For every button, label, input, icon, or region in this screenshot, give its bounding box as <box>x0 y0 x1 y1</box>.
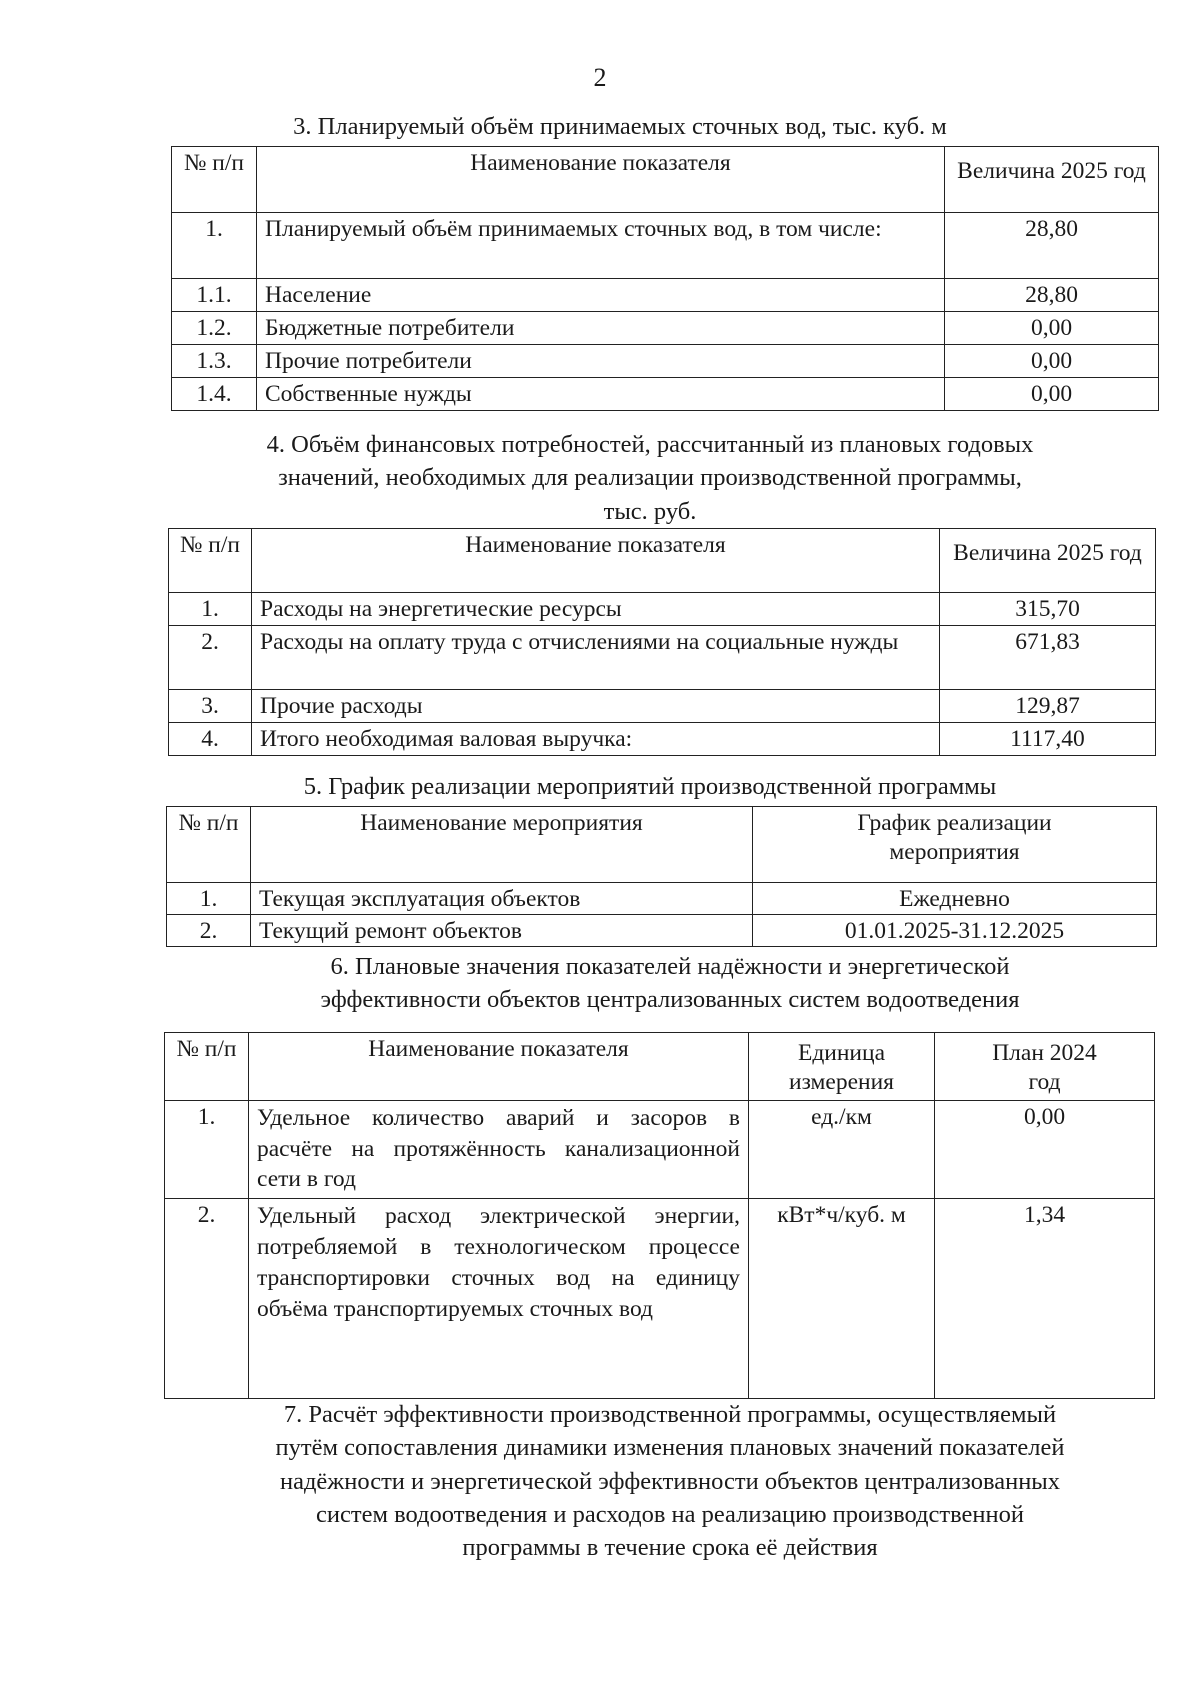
section-6-title-line: 6. Плановые значения показателей надёжности и энергетической <box>330 953 1010 980</box>
table-row <box>167 915 1157 947</box>
row-name: Прочие расходы <box>252 690 940 723</box>
page-number: 2 <box>593 63 607 92</box>
row-name: Текущий ремонт объектов <box>251 915 753 947</box>
wastewater-volume-table <box>171 146 1159 411</box>
header-value: Величина 2025 год <box>940 529 1156 593</box>
row-num: 1.2. <box>172 312 257 345</box>
row-num: 2. <box>169 626 252 690</box>
section-4-title <box>200 428 1100 528</box>
row-schedule: Ежедневно <box>753 883 1157 915</box>
header-num: № п/п <box>172 147 257 213</box>
row-value: 129,87 <box>940 690 1156 723</box>
table-row <box>165 1101 1155 1199</box>
row-num: 1.1. <box>172 279 257 312</box>
table-row <box>169 723 1156 756</box>
financial-needs-table <box>168 528 1156 756</box>
row-name: Расходы на оплату труда с отчислениями на социальные нужды <box>252 626 940 690</box>
header-name: Наименование мероприятия <box>251 807 753 883</box>
row-value: 315,70 <box>940 593 1156 626</box>
table-row <box>172 279 1159 312</box>
table-header-row <box>172 147 1159 213</box>
row-value: 0,00 <box>945 345 1159 378</box>
row-num: 1. <box>169 593 252 626</box>
header-value: Величина 2025 год <box>945 147 1159 213</box>
row-value: 28,80 <box>945 213 1159 279</box>
section-7-title-line: систем водоотведения и расходов на реализацию производственной <box>316 1500 1024 1528</box>
row-num: 1. <box>172 213 257 279</box>
reliability-indicators-table <box>164 1032 1155 1399</box>
row-value: 0,00 <box>945 312 1159 345</box>
table-header-row <box>169 529 1156 593</box>
section-6-title-line: эффективности объектов централизованных систем водоотведения <box>320 986 1020 1014</box>
table-row <box>172 312 1159 345</box>
row-value: 0,00 <box>945 378 1159 411</box>
section-4-title-line: 4. Объём финансовых потребностей, рассчитанный из плановых годовых <box>266 431 1034 458</box>
section-6-title <box>230 950 1110 1017</box>
row-name: Население <box>257 279 945 312</box>
row-num: 2. <box>165 1199 249 1399</box>
row-num: 4. <box>169 723 252 756</box>
section-4-title-line: тыс. руб. <box>603 497 697 525</box>
section-4-title-line: значений, необходимых для реализации производственной программы, <box>278 464 1022 492</box>
section-5-title <box>180 770 1120 803</box>
table-row <box>169 690 1156 723</box>
row-name: Собственные нужды <box>257 378 945 411</box>
activities-schedule-table <box>166 806 1157 947</box>
table-header-row <box>165 1033 1155 1101</box>
row-num: 1. <box>165 1101 249 1199</box>
section-7-title-line: путём сопоставления динамики изменения плановых значений показателей <box>275 1434 1065 1462</box>
row-value: 1117,40 <box>940 723 1156 756</box>
section-7-title-line: надёжности и энергетической эффективности объектов централизованных <box>279 1467 1061 1495</box>
row-name: Удельное количество аварий и засоров в расчёте на протяжённость канализационной сети в год <box>249 1101 749 1199</box>
table-row <box>169 593 1156 626</box>
section-3-title <box>0 110 1200 143</box>
section-5-title-text: 5. График реализации мероприятий производственной программы <box>303 773 997 800</box>
section-3-title-text: 3. Планируемый объём принимаемых сточных вод, тыс. куб. м <box>293 113 947 140</box>
header-name: Наименование показателя <box>257 147 945 213</box>
table-row <box>172 213 1159 279</box>
row-num: 1.4. <box>172 378 257 411</box>
header-unit: Единица измерения <box>749 1033 935 1101</box>
row-name: Расходы на энергетические ресурсы <box>252 593 940 626</box>
header-schedule: График реализации мероприятия <box>753 807 1157 883</box>
row-name: Бюджетные потребители <box>257 312 945 345</box>
table-row <box>172 345 1159 378</box>
row-unit: ед./км <box>749 1101 935 1199</box>
row-plan: 1,34 <box>935 1199 1155 1399</box>
section-7-title <box>180 1398 1160 1565</box>
table-row <box>167 883 1157 915</box>
table-row <box>172 378 1159 411</box>
table-header-row <box>167 807 1157 883</box>
header-num: № п/п <box>165 1033 249 1101</box>
row-name: Текущая эксплуатация объектов <box>251 883 753 915</box>
row-value: 671,83 <box>940 626 1156 690</box>
header-plan: План 2024 год <box>935 1033 1155 1101</box>
header-num: № п/п <box>169 529 252 593</box>
header-num: № п/п <box>167 807 251 883</box>
section-7-title-line: 7. Расчёт эффективности производственной программы, осуществляемый <box>283 1401 1057 1428</box>
row-name: Итого необходимая валовая выручка: <box>252 723 940 756</box>
row-plan: 0,00 <box>935 1101 1155 1199</box>
section-7-title-line: программы в течение срока её действия <box>462 1534 878 1562</box>
row-num: 1.3. <box>172 345 257 378</box>
table-row <box>165 1199 1155 1399</box>
header-name: Наименование показателя <box>249 1033 749 1101</box>
row-name: Удельный расход электрической энергии, потребляемой в технологическом процессе транспортировки сточных вод на единицу объёма транспортируемых сточных вод <box>249 1199 749 1399</box>
row-unit: кВт*ч/куб. м <box>749 1199 935 1399</box>
row-num: 2. <box>167 915 251 947</box>
row-name: Планируемый объём принимаемых сточных вод, в том числе: <box>257 213 945 279</box>
header-name: Наименование показателя <box>252 529 940 593</box>
row-num: 1. <box>167 883 251 915</box>
row-schedule: 01.01.2025-31.12.2025 <box>753 915 1157 947</box>
row-name: Прочие потребители <box>257 345 945 378</box>
row-num: 3. <box>169 690 252 723</box>
table-row <box>169 626 1156 690</box>
row-value: 28,80 <box>945 279 1159 312</box>
